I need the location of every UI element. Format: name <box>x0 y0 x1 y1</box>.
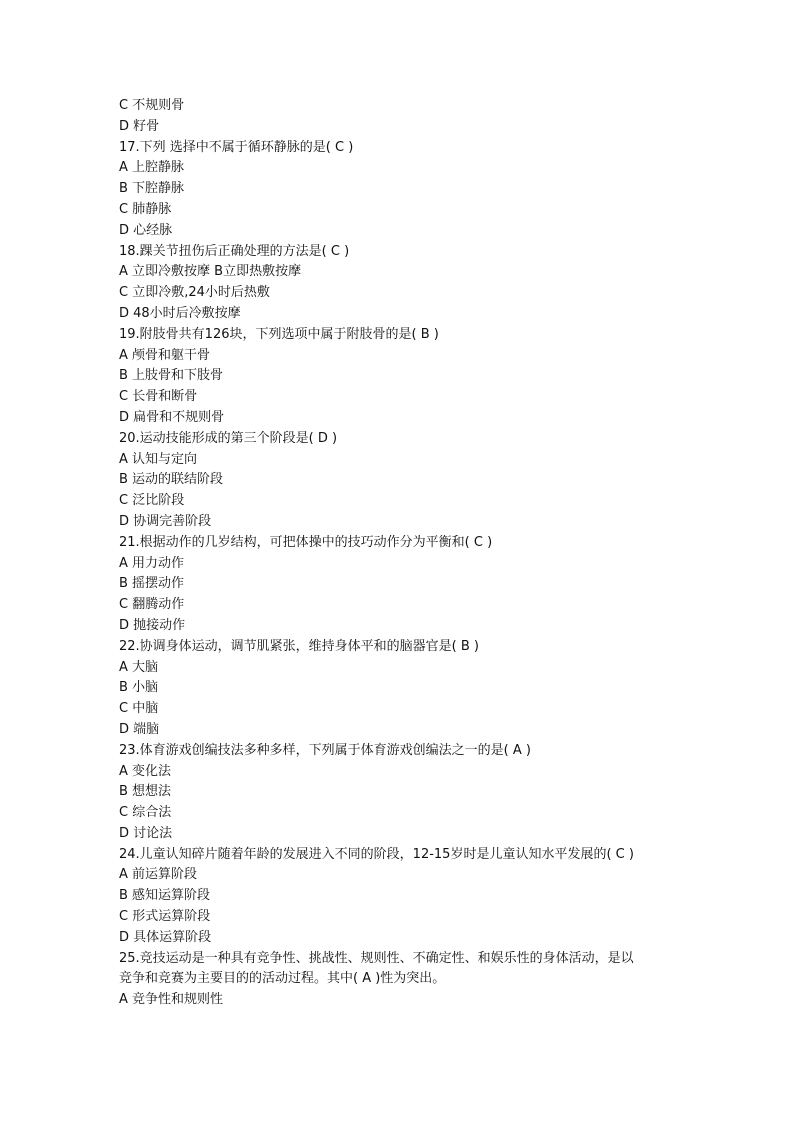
text-line: B 小脑 <box>119 680 159 696</box>
question-text-body <box>119 96 682 1011</box>
text-line: 20.运动技能形成的第三个阶段是( D ) <box>119 430 338 446</box>
text-line: D 讨论法 <box>119 825 173 841</box>
text-line: B 感知运算阶段 <box>119 888 211 904</box>
text-line: A 变化法 <box>119 763 172 779</box>
text-line: C 长骨和断骨 <box>119 389 198 405</box>
text-line: D 具体运算阶段 <box>119 929 212 945</box>
text-line: C 泛比阶段 <box>119 493 185 509</box>
text-line: A 竞争性和规则性 <box>119 992 224 1008</box>
text-line: D 心经脉 <box>119 222 173 238</box>
text-line: 竞争和竞赛为主要目的的活动过程。其中( A )性为突出。 <box>119 971 446 987</box>
text-line: D 扁骨和不规则骨 <box>119 409 225 425</box>
text-line: D 协调完善阶段 <box>119 513 212 529</box>
text-line: B 摇摆动作 <box>119 576 185 592</box>
text-line: A 认知与定向 <box>119 451 198 467</box>
text-line: B 想想法 <box>119 784 172 800</box>
text-line: 17.下列 选择中不属于循环静脉的是( C ) <box>119 139 354 155</box>
text-line: C 形式运算阶段 <box>119 909 211 925</box>
text-line: A 立即冷敷按摩 B立即热敷按摩 <box>119 264 302 280</box>
text-line: C 中脑 <box>119 701 159 717</box>
text-line: D 端脑 <box>119 721 160 737</box>
text-line: C 翻腾动作 <box>119 597 185 613</box>
text-line: 24.儿童认知碎片随着年龄的发展进入不同的阶段，12-15岁时是儿童认知水平发展的( C ) <box>119 846 634 862</box>
text-line: C 综合法 <box>119 805 172 821</box>
text-line: 25.竞技运动是一种具有竞争性、挑战性、规则性、不确定性、和娱乐性的身体活动，是以 <box>119 950 634 966</box>
text-line: A 上腔静脉 <box>119 160 185 176</box>
text-line: A 前运算阶段 <box>119 867 198 883</box>
text-line: B 上肢骨和下肢骨 <box>119 368 224 384</box>
text-line: 23.体育游戏创编技法多种多样，下列属于体育游戏创编法之一的是( A ) <box>119 742 531 758</box>
text-line: 19.附肢骨共有126块，下列选项中属于附肢骨的是( B ) <box>119 326 439 342</box>
text-line: 21.根据动作的几岁结构，可把体操中的技巧动作分为平衡和( C ) <box>119 534 493 550</box>
text-line: A 大脑 <box>119 659 159 675</box>
text-line: B 运动的联结阶段 <box>119 472 224 488</box>
text-line: C 肺静脉 <box>119 201 172 217</box>
text-line: B 下腔静脉 <box>119 181 185 197</box>
text-line: D 48小时后冷敷按摩 <box>119 305 241 321</box>
text-line: A 用力动作 <box>119 555 185 571</box>
text-line: 18.踝关节扭伤后正确处理的方法是( C ) <box>119 243 350 259</box>
text-line: D 籽骨 <box>119 118 160 134</box>
text-line: C 不规则骨 <box>119 98 185 113</box>
text-line: D 抛接动作 <box>119 617 186 633</box>
text-line: C 立即冷敷,24小时后热敷 <box>119 285 270 301</box>
text-line: 22.协调身体运动，调节肌紧张，维持身体平和的脑器官是( B ) <box>119 638 480 654</box>
text-line: A 颅骨和躯干骨 <box>119 347 211 363</box>
